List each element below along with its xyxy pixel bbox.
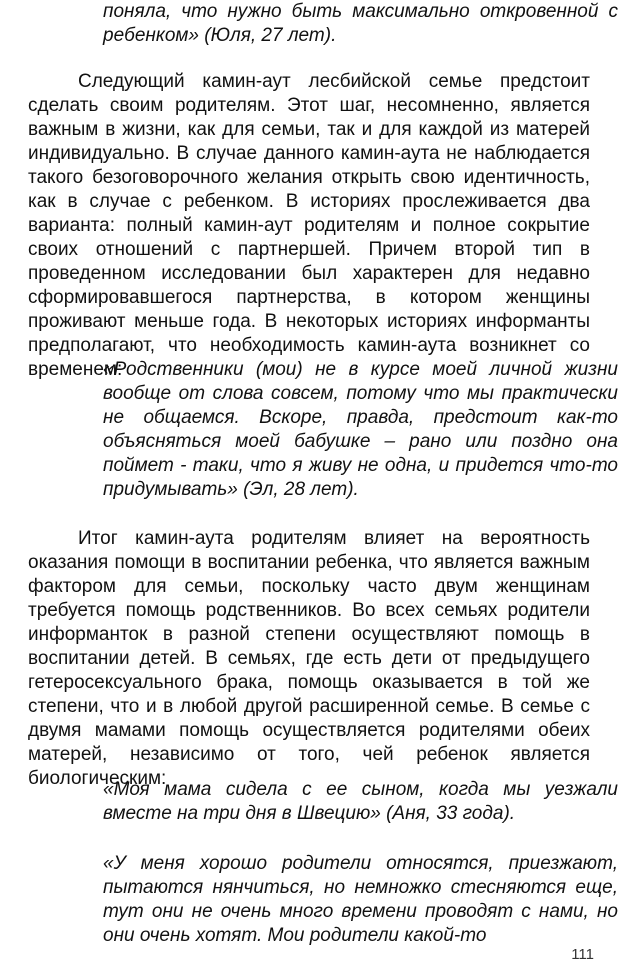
paragraph-parental-help: Итог камин-аута родителям влияет на вероятность оказания помощи в воспитании ребенка, что является важным фактором для семьи, поскольку часто двум женщинам требуется помощь родственников. Во всех семьях родители информанток в разной степени осуществляют помощь в воспитании детей. В семьях, где есть дети от предыдущего гетеросексуального брака, помощь оказывается в той же степени, что и в любой другой расширенной семье. В семье с двумя мамами помощь осуществляется родителями обеих матерей, независимо от того, чей ребенок является биологическим: [28, 528, 590, 789]
quote-mother-babysat: «Моя мама сидела с ее сыном, когда мы уезжали вместе на три дня в Швецию» (Аня, 33 года). [103, 779, 618, 824]
paragraph-coming-out-parents: Следующий камин-аут лесбийской семье предстоит сделать своим родителям. Этот шаг, несомненно, является важным в жизни, как для семьи, так и для каждой из матерей индивидуально. В случае данного камин-аута не наблюдается такого безоговорочного желания открыть свою идентичность, как в случае с ребенком. В историях прослеживается два варианта: полный камин-аут родителям и полное сокрытие своих отношений с партнершей. Причем второй тип в проведенном исследовании был характерен для недавно сформировавшегося партнерства, в котором женщины проживают меньше года. В некоторых историях информанты предполагают, что необходимость камин-аута возникнет со временем: [28, 71, 590, 380]
quote-parents-attitude: «У меня хорошо родители относятся, приезжают, пытаются нянчиться, но немножко стесняются еще, тут они не очень много времени проводят с нами, но они очень хотят. Мои родители какой-то [103, 853, 618, 946]
quote-relatives: «Родственники (мои) не в курсе моей личной жизни вообще от слова совсем, потому что мы практически не общаемся. Вскоре, правда, предстоит как-то объясняться моей бабушке – рано или поздно она поймет - таки, что я живу не одна, и придется что-то придумывать» (Эл, 28 лет). [103, 359, 618, 500]
page-number: 111 [571, 946, 594, 963]
quote-continued: поняла, что нужно быть максимально откровенной с ребенком» (Юля, 27 лет). [103, 1, 618, 46]
